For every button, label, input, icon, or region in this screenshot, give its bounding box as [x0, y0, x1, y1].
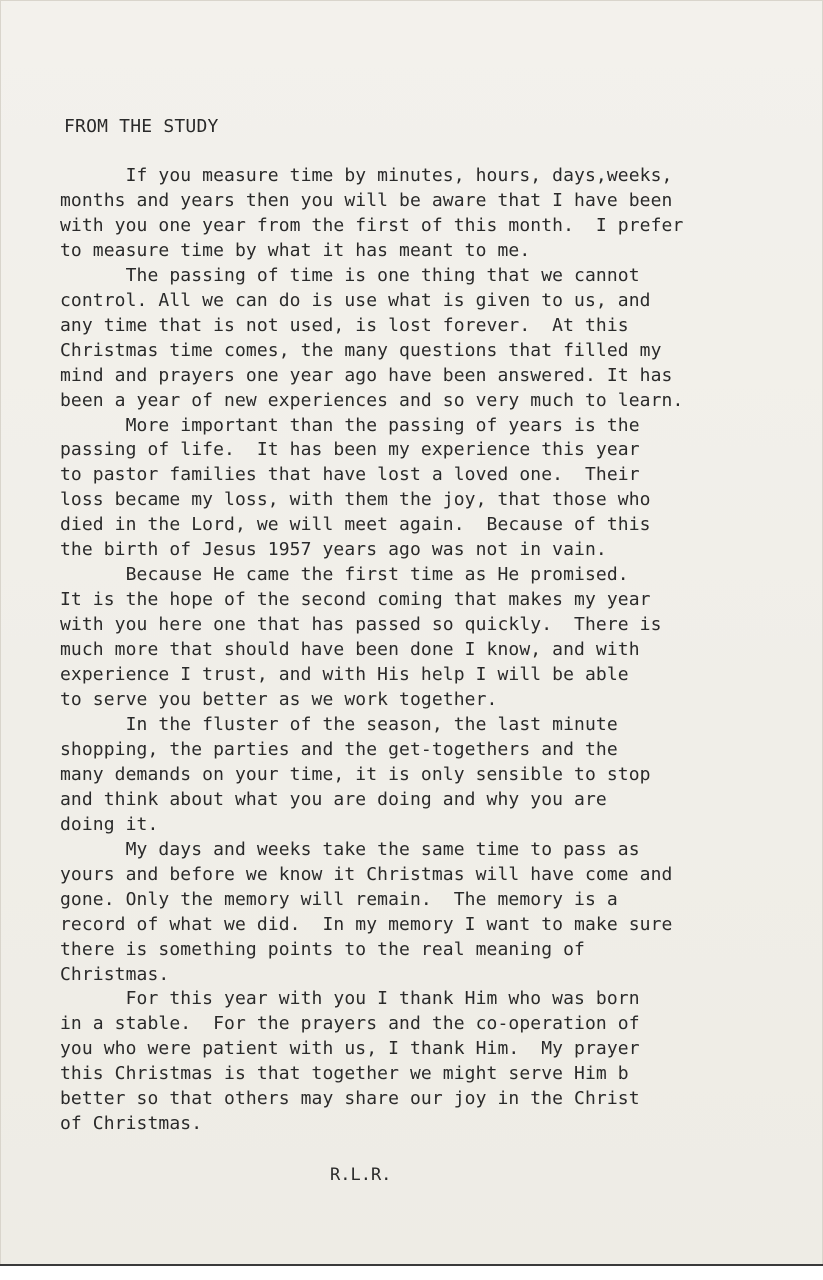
- body-line: in a stable. For the prayers and the co-operation of: [60, 1013, 640, 1035]
- body-line: with you here one that has passed so quickly. There is: [60, 614, 662, 636]
- body-line: this Christmas is that together we might serve Him b: [60, 1063, 629, 1085]
- body-line: The passing of time is one thing that we cannot: [60, 264, 640, 286]
- body-line: doing it.: [60, 813, 159, 835]
- signature-initials: R.L.R.: [330, 1165, 392, 1185]
- body-line: Christmas.: [60, 963, 170, 985]
- letter-body: [60, 164, 790, 1137]
- letter-heading: FROM THE STUDY: [64, 116, 219, 137]
- body-line: died in the Lord, we will meet again. Because of this: [60, 514, 651, 536]
- body-line: much more that should have been done I know, and with: [60, 639, 640, 661]
- body-line: For this year with you I thank Him who was born: [60, 988, 640, 1010]
- body-line: experience I trust, and with His help I will be able: [60, 664, 629, 686]
- body-line: gone. Only the memory will remain. The memory is a: [60, 888, 618, 910]
- body-line: More important than the passing of years is the: [60, 414, 640, 436]
- body-line: any time that is not used, is lost forever. At this: [60, 314, 629, 336]
- body-line: and think about what you are doing and why you are: [60, 788, 607, 810]
- body-line: many demands on your time, it is only sensible to stop: [60, 763, 651, 785]
- body-line: Because He came the first time as He promised.: [60, 564, 629, 586]
- body-line: better so that others may share our joy in the Christ: [60, 1088, 640, 1110]
- body-line: It is the hope of the second coming that makes my year: [60, 589, 651, 611]
- body-line: shopping, the parties and the get-togethers and the: [60, 738, 618, 760]
- body-line: passing of life. It has been my experience this year: [60, 439, 640, 461]
- body-line: loss became my loss, with them the joy, that those who: [60, 489, 651, 511]
- body-line: yours and before we know it Christmas will have come and: [60, 863, 673, 885]
- page-bottom-edge: [0, 1264, 823, 1280]
- body-line: to pastor families that have lost a loved one. Their: [60, 464, 640, 486]
- body-line: months and years then you will be aware that I have been: [60, 189, 673, 211]
- body-line: there is something points to the real meaning of: [60, 938, 585, 960]
- body-line: with you one year from the first of this month. I prefer: [60, 214, 684, 236]
- body-line: record of what we did. In my memory I want to make sure: [60, 913, 673, 935]
- body-line: In the fluster of the season, the last minute: [60, 713, 618, 735]
- body-line: My days and weeks take the same time to pass as: [60, 838, 640, 860]
- body-line: Christmas time comes, the many questions that filled my: [60, 339, 662, 361]
- body-line: mind and prayers one year ago have been answered. It has: [60, 364, 673, 386]
- body-line: the birth of Jesus 1957 years ago was not in vain.: [60, 539, 607, 561]
- body-line: control. All we can do is use what is given to us, and: [60, 289, 651, 311]
- body-line: to measure time by what it has meant to me.: [60, 239, 531, 261]
- body-line: you who were patient with us, I thank Him. My prayer: [60, 1038, 640, 1060]
- body-line: been a year of new experiences and so very much to learn.: [60, 389, 684, 411]
- body-line: If you measure time by minutes, hours, days,weeks,: [60, 165, 673, 186]
- body-line: to serve you better as we work together.: [60, 689, 498, 711]
- body-line: of Christmas.: [60, 1113, 203, 1135]
